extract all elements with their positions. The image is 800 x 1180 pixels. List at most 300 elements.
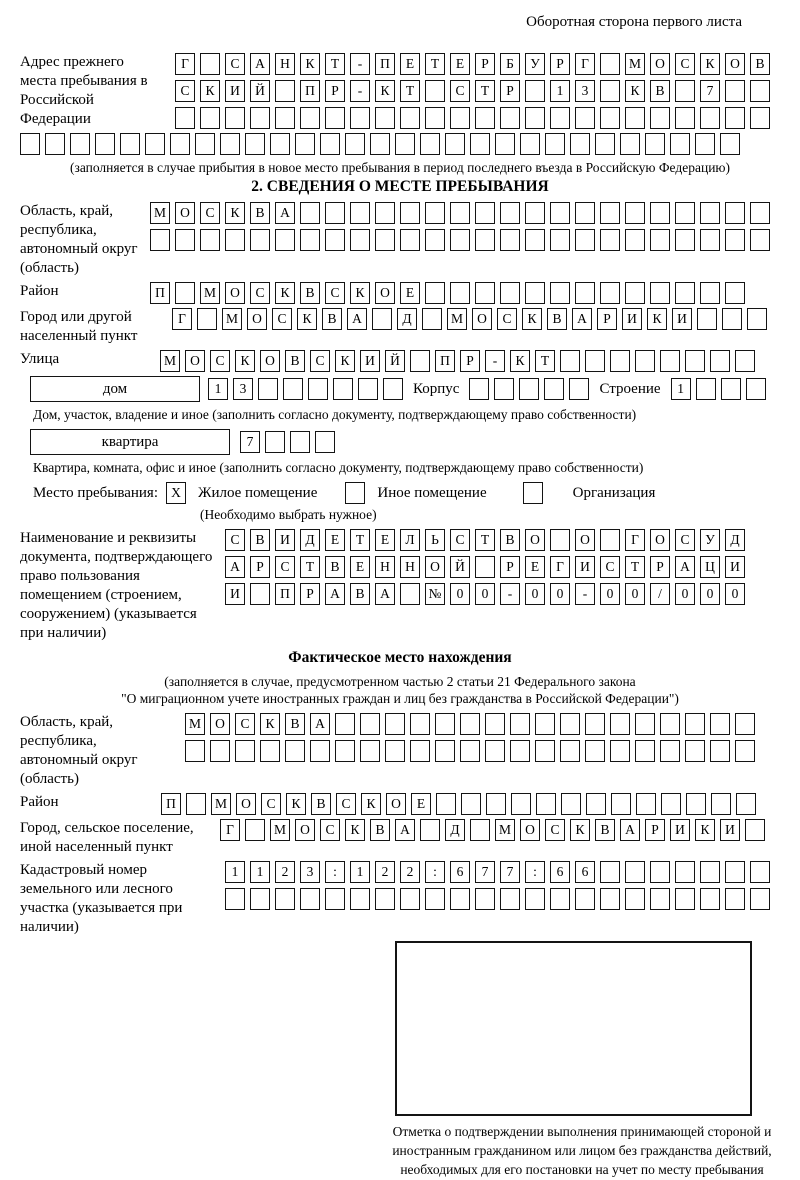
char-box[interactable]: М xyxy=(185,713,205,735)
char-box[interactable] xyxy=(750,229,770,251)
char-box[interactable] xyxy=(265,431,285,453)
char-box[interactable]: 7 xyxy=(240,431,260,453)
char-box[interactable] xyxy=(620,133,640,155)
char-box[interactable] xyxy=(635,713,655,735)
char-box[interactable] xyxy=(250,583,270,605)
char-box[interactable] xyxy=(383,378,403,400)
char-box[interactable]: В xyxy=(650,80,670,102)
char-box[interactable] xyxy=(725,861,745,883)
char-box[interactable]: Р xyxy=(550,53,570,75)
char-box[interactable] xyxy=(585,713,605,735)
char-box[interactable] xyxy=(575,888,595,910)
char-box[interactable] xyxy=(325,107,345,129)
char-box[interactable]: 3 xyxy=(575,80,595,102)
char-box[interactable] xyxy=(335,713,355,735)
char-box[interactable] xyxy=(290,431,310,453)
char-box[interactable] xyxy=(670,133,690,155)
char-box[interactable]: О xyxy=(520,819,540,841)
char-box[interactable] xyxy=(245,133,265,155)
char-box[interactable]: Т xyxy=(535,350,555,372)
char-box[interactable] xyxy=(725,80,745,102)
char-box[interactable]: Г xyxy=(625,529,645,551)
char-box[interactable] xyxy=(700,229,720,251)
char-box[interactable] xyxy=(283,378,303,400)
char-box[interactable]: Т xyxy=(400,80,420,102)
char-box[interactable] xyxy=(550,282,570,304)
char-box[interactable] xyxy=(645,133,665,155)
char-box[interactable]: Е xyxy=(400,53,420,75)
char-box[interactable] xyxy=(525,107,545,129)
char-box[interactable] xyxy=(400,202,420,224)
char-box[interactable]: М xyxy=(447,308,467,330)
char-box[interactable]: Е xyxy=(411,793,431,815)
char-box[interactable] xyxy=(550,229,570,251)
char-box[interactable] xyxy=(570,133,590,155)
char-box[interactable] xyxy=(600,529,620,551)
char-box[interactable]: К xyxy=(235,350,255,372)
char-box[interactable] xyxy=(225,229,245,251)
char-box[interactable]: Й xyxy=(385,350,405,372)
char-box[interactable]: И xyxy=(622,308,642,330)
mesto-checkbox-zhiloe[interactable] xyxy=(158,482,198,504)
char-box[interactable]: О xyxy=(185,350,205,372)
char-box[interactable] xyxy=(625,202,645,224)
char-box[interactable] xyxy=(685,350,705,372)
char-box[interactable] xyxy=(650,107,670,129)
char-box[interactable]: М xyxy=(270,819,290,841)
char-box[interactable] xyxy=(285,740,305,762)
char-box[interactable]: 0 xyxy=(550,583,570,605)
char-box[interactable]: И xyxy=(575,556,595,578)
char-box[interactable]: С xyxy=(325,282,345,304)
char-box[interactable]: 0 xyxy=(675,583,695,605)
char-box[interactable] xyxy=(545,133,565,155)
char-box[interactable] xyxy=(550,202,570,224)
char-box[interactable]: А xyxy=(675,556,695,578)
char-box[interactable]: И xyxy=(720,819,740,841)
char-box[interactable] xyxy=(360,740,380,762)
char-box[interactable]: - xyxy=(485,350,505,372)
char-box[interactable] xyxy=(500,107,520,129)
char-box[interactable]: Й xyxy=(450,556,470,578)
char-box[interactable]: П xyxy=(375,53,395,75)
char-box[interactable]: М xyxy=(222,308,242,330)
char-box[interactable] xyxy=(725,282,745,304)
char-box[interactable]: К xyxy=(225,202,245,224)
char-box[interactable] xyxy=(385,740,405,762)
char-box[interactable]: 0 xyxy=(475,583,495,605)
char-box[interactable] xyxy=(250,888,270,910)
char-box[interactable] xyxy=(661,793,681,815)
char-box[interactable] xyxy=(611,793,631,815)
char-box[interactable]: О xyxy=(375,282,395,304)
char-box[interactable]: 0 xyxy=(600,583,620,605)
char-box[interactable] xyxy=(470,133,490,155)
char-box[interactable]: У xyxy=(525,53,545,75)
char-box[interactable] xyxy=(475,229,495,251)
char-box[interactable]: К xyxy=(297,308,317,330)
char-box[interactable]: С xyxy=(175,80,195,102)
char-box[interactable] xyxy=(200,53,220,75)
char-box[interactable]: С xyxy=(320,819,340,841)
char-box[interactable] xyxy=(350,202,370,224)
char-box[interactable] xyxy=(736,793,756,815)
char-box[interactable]: О xyxy=(236,793,256,815)
char-box[interactable]: К xyxy=(522,308,542,330)
char-box[interactable]: К xyxy=(300,53,320,75)
char-box[interactable]: Е xyxy=(350,556,370,578)
char-box[interactable] xyxy=(335,740,355,762)
char-box[interactable] xyxy=(747,308,767,330)
char-box[interactable] xyxy=(660,713,680,735)
char-box[interactable]: 1 xyxy=(350,861,370,883)
char-box[interactable]: И xyxy=(670,819,690,841)
char-box[interactable]: В xyxy=(300,282,320,304)
char-box[interactable] xyxy=(225,888,245,910)
char-box[interactable] xyxy=(660,350,680,372)
char-box[interactable] xyxy=(675,80,695,102)
char-box[interactable] xyxy=(720,133,740,155)
char-box[interactable]: С xyxy=(675,53,695,75)
char-box[interactable]: - xyxy=(500,583,520,605)
char-box[interactable]: Е xyxy=(450,53,470,75)
char-box[interactable] xyxy=(520,133,540,155)
char-box[interactable] xyxy=(270,133,290,155)
char-box[interactable]: Н xyxy=(400,556,420,578)
char-box[interactable] xyxy=(150,229,170,251)
char-box[interactable]: Е xyxy=(325,529,345,551)
char-box[interactable] xyxy=(595,133,615,155)
char-box[interactable]: В xyxy=(250,202,270,224)
char-box[interactable] xyxy=(450,229,470,251)
char-box[interactable] xyxy=(519,378,539,400)
char-box[interactable]: С xyxy=(497,308,517,330)
char-box[interactable]: П xyxy=(150,282,170,304)
char-box[interactable] xyxy=(750,861,770,883)
char-box[interactable] xyxy=(575,282,595,304)
mesto-checkbox-org[interactable] xyxy=(515,482,555,504)
char-box[interactable]: 1 xyxy=(550,80,570,102)
char-box[interactable]: 7 xyxy=(500,861,520,883)
char-box[interactable]: К xyxy=(625,80,645,102)
char-box[interactable] xyxy=(425,80,445,102)
char-box[interactable]: : xyxy=(425,861,445,883)
char-box[interactable]: К xyxy=(260,713,280,735)
char-box[interactable] xyxy=(400,107,420,129)
char-box[interactable] xyxy=(695,133,715,155)
char-box[interactable]: 1 xyxy=(671,378,691,400)
char-box[interactable]: 1 xyxy=(208,378,228,400)
char-box[interactable]: - xyxy=(350,80,370,102)
char-box[interactable]: А xyxy=(275,202,295,224)
char-box[interactable] xyxy=(535,713,555,735)
char-box[interactable] xyxy=(525,80,545,102)
char-box[interactable]: О xyxy=(295,819,315,841)
char-box[interactable] xyxy=(375,888,395,910)
char-box[interactable] xyxy=(260,740,280,762)
char-box[interactable] xyxy=(575,202,595,224)
char-box[interactable] xyxy=(700,107,720,129)
char-box[interactable]: О xyxy=(247,308,267,330)
char-box[interactable] xyxy=(450,888,470,910)
char-box[interactable]: К xyxy=(700,53,720,75)
char-box[interactable] xyxy=(685,713,705,735)
char-box[interactable]: И xyxy=(360,350,380,372)
char-box[interactable] xyxy=(725,229,745,251)
char-box[interactable]: К xyxy=(335,350,355,372)
char-box[interactable] xyxy=(475,888,495,910)
char-box[interactable]: Т xyxy=(325,53,345,75)
char-box[interactable] xyxy=(275,107,295,129)
char-box[interactable]: В xyxy=(595,819,615,841)
char-box[interactable] xyxy=(400,229,420,251)
char-box[interactable] xyxy=(425,888,445,910)
char-box[interactable]: О xyxy=(175,202,195,224)
char-box[interactable] xyxy=(225,107,245,129)
char-box[interactable] xyxy=(295,133,315,155)
char-box[interactable] xyxy=(686,793,706,815)
char-box[interactable]: 0 xyxy=(450,583,470,605)
char-box[interactable] xyxy=(420,133,440,155)
char-box[interactable] xyxy=(460,740,480,762)
char-box[interactable] xyxy=(510,740,530,762)
char-box[interactable]: О xyxy=(650,53,670,75)
char-box[interactable] xyxy=(120,133,140,155)
char-box[interactable]: Т xyxy=(425,53,445,75)
char-box[interactable] xyxy=(425,229,445,251)
char-box[interactable]: 6 xyxy=(450,861,470,883)
char-box[interactable]: Г xyxy=(575,53,595,75)
char-box[interactable]: С xyxy=(210,350,230,372)
char-box[interactable]: 7 xyxy=(700,80,720,102)
char-box[interactable] xyxy=(400,888,420,910)
char-box[interactable]: С xyxy=(261,793,281,815)
char-box[interactable]: М xyxy=(211,793,231,815)
char-box[interactable] xyxy=(500,888,520,910)
char-box[interactable]: А xyxy=(620,819,640,841)
char-box[interactable] xyxy=(385,713,405,735)
char-box[interactable] xyxy=(250,107,270,129)
char-box[interactable] xyxy=(475,202,495,224)
char-box[interactable] xyxy=(750,888,770,910)
char-box[interactable] xyxy=(425,202,445,224)
char-box[interactable] xyxy=(315,431,335,453)
char-box[interactable]: Т xyxy=(350,529,370,551)
char-box[interactable]: И xyxy=(225,583,245,605)
char-box[interactable] xyxy=(650,202,670,224)
char-box[interactable]: Р xyxy=(475,53,495,75)
char-box[interactable] xyxy=(721,378,741,400)
char-box[interactable]: Р xyxy=(250,556,270,578)
char-box[interactable]: А xyxy=(347,308,367,330)
char-box[interactable]: Е xyxy=(400,282,420,304)
char-box[interactable]: Д xyxy=(397,308,417,330)
char-box[interactable] xyxy=(650,282,670,304)
char-box[interactable]: В xyxy=(285,713,305,735)
char-box[interactable]: С xyxy=(600,556,620,578)
char-box[interactable] xyxy=(450,282,470,304)
char-box[interactable]: С xyxy=(336,793,356,815)
char-box[interactable]: К xyxy=(361,793,381,815)
char-box[interactable] xyxy=(325,229,345,251)
char-box[interactable]: Д xyxy=(725,529,745,551)
char-box[interactable]: А xyxy=(325,583,345,605)
char-box[interactable]: П xyxy=(275,583,295,605)
char-box[interactable] xyxy=(494,378,514,400)
char-box[interactable] xyxy=(735,350,755,372)
char-box[interactable] xyxy=(275,80,295,102)
char-box[interactable]: 2 xyxy=(275,861,295,883)
char-box[interactable]: Т xyxy=(300,556,320,578)
char-box[interactable]: Д xyxy=(300,529,320,551)
char-box[interactable] xyxy=(625,229,645,251)
char-box[interactable]: М xyxy=(495,819,515,841)
char-box[interactable]: Г xyxy=(175,53,195,75)
char-box[interactable] xyxy=(200,107,220,129)
char-box[interactable]: П xyxy=(435,350,455,372)
char-box[interactable]: О xyxy=(472,308,492,330)
char-box[interactable] xyxy=(470,819,490,841)
char-box[interactable] xyxy=(586,793,606,815)
char-box[interactable] xyxy=(750,107,770,129)
char-box[interactable] xyxy=(220,133,240,155)
char-box[interactable] xyxy=(170,133,190,155)
char-box[interactable] xyxy=(550,529,570,551)
char-box[interactable] xyxy=(435,713,455,735)
char-box[interactable] xyxy=(461,793,481,815)
char-box[interactable] xyxy=(511,793,531,815)
char-box[interactable] xyxy=(445,133,465,155)
char-box[interactable] xyxy=(600,888,620,910)
char-box[interactable] xyxy=(600,53,620,75)
char-box[interactable] xyxy=(600,202,620,224)
char-box[interactable]: В xyxy=(285,350,305,372)
char-box[interactable] xyxy=(625,282,645,304)
char-box[interactable] xyxy=(375,229,395,251)
char-box[interactable] xyxy=(500,229,520,251)
char-box[interactable] xyxy=(600,107,620,129)
char-box[interactable] xyxy=(660,740,680,762)
char-box[interactable]: Е xyxy=(525,556,545,578)
char-box[interactable] xyxy=(300,229,320,251)
char-box[interactable] xyxy=(585,740,605,762)
char-box[interactable] xyxy=(745,819,765,841)
char-box[interactable]: О xyxy=(650,529,670,551)
char-box[interactable] xyxy=(372,308,392,330)
char-box[interactable] xyxy=(500,202,520,224)
char-box[interactable] xyxy=(635,740,655,762)
char-box[interactable] xyxy=(544,378,564,400)
char-box[interactable] xyxy=(510,713,530,735)
char-box[interactable] xyxy=(525,202,545,224)
char-box[interactable] xyxy=(175,107,195,129)
char-box[interactable]: К xyxy=(350,282,370,304)
char-box[interactable]: В xyxy=(750,53,770,75)
char-box[interactable]: В xyxy=(311,793,331,815)
char-box[interactable] xyxy=(700,861,720,883)
char-box[interactable]: 0 xyxy=(625,583,645,605)
char-box[interactable] xyxy=(275,888,295,910)
char-box[interactable] xyxy=(95,133,115,155)
char-box[interactable]: И xyxy=(672,308,692,330)
char-box[interactable]: В xyxy=(322,308,342,330)
char-box[interactable]: А xyxy=(225,556,245,578)
char-box[interactable] xyxy=(145,133,165,155)
char-box[interactable]: О xyxy=(725,53,745,75)
char-box[interactable]: Т xyxy=(625,556,645,578)
char-box[interactable] xyxy=(675,861,695,883)
char-box[interactable] xyxy=(450,202,470,224)
char-box[interactable] xyxy=(300,202,320,224)
char-box[interactable] xyxy=(560,350,580,372)
char-box[interactable] xyxy=(245,819,265,841)
char-box[interactable] xyxy=(746,378,766,400)
char-box[interactable] xyxy=(725,888,745,910)
char-box[interactable]: 3 xyxy=(233,378,253,400)
char-box[interactable]: Р xyxy=(597,308,617,330)
char-box[interactable] xyxy=(358,378,378,400)
char-box[interactable]: 2 xyxy=(375,861,395,883)
checkbox[interactable] xyxy=(345,482,365,504)
char-box[interactable]: К xyxy=(375,80,395,102)
char-box[interactable] xyxy=(710,350,730,372)
char-box[interactable] xyxy=(308,378,328,400)
char-box[interactable] xyxy=(575,107,595,129)
char-box[interactable] xyxy=(469,378,489,400)
char-box[interactable]: К xyxy=(275,282,295,304)
char-box[interactable]: М xyxy=(160,350,180,372)
char-box[interactable]: Т xyxy=(475,80,495,102)
char-box[interactable]: А xyxy=(395,819,415,841)
char-box[interactable] xyxy=(711,793,731,815)
char-box[interactable]: Л xyxy=(400,529,420,551)
char-box[interactable] xyxy=(750,80,770,102)
char-box[interactable]: 0 xyxy=(725,583,745,605)
char-box[interactable] xyxy=(685,740,705,762)
checkbox[interactable]: X xyxy=(166,482,186,504)
char-box[interactable] xyxy=(395,133,415,155)
char-box[interactable]: Ь xyxy=(425,529,445,551)
char-box[interactable] xyxy=(525,888,545,910)
char-box[interactable]: 6 xyxy=(575,861,595,883)
char-box[interactable] xyxy=(536,793,556,815)
char-box[interactable] xyxy=(485,740,505,762)
char-box[interactable]: С xyxy=(450,529,470,551)
char-box[interactable] xyxy=(650,229,670,251)
char-box[interactable]: И xyxy=(275,529,295,551)
char-box[interactable] xyxy=(675,107,695,129)
char-box[interactable]: С xyxy=(675,529,695,551)
char-box[interactable]: 3 xyxy=(300,861,320,883)
char-box[interactable]: 1 xyxy=(250,861,270,883)
char-box[interactable] xyxy=(422,308,442,330)
char-box[interactable]: С xyxy=(272,308,292,330)
char-box[interactable]: Е xyxy=(375,529,395,551)
char-box[interactable] xyxy=(45,133,65,155)
char-box[interactable] xyxy=(475,556,495,578)
char-box[interactable]: Д xyxy=(445,819,465,841)
char-box[interactable] xyxy=(370,133,390,155)
char-box[interactable] xyxy=(475,282,495,304)
char-box[interactable] xyxy=(460,713,480,735)
char-box[interactable]: С xyxy=(225,53,245,75)
char-box[interactable]: К xyxy=(647,308,667,330)
char-box[interactable] xyxy=(735,713,755,735)
char-box[interactable] xyxy=(600,861,620,883)
mesto-checkbox-inoe[interactable] xyxy=(337,482,377,504)
char-box[interactable] xyxy=(525,282,545,304)
char-box[interactable]: 0 xyxy=(700,583,720,605)
